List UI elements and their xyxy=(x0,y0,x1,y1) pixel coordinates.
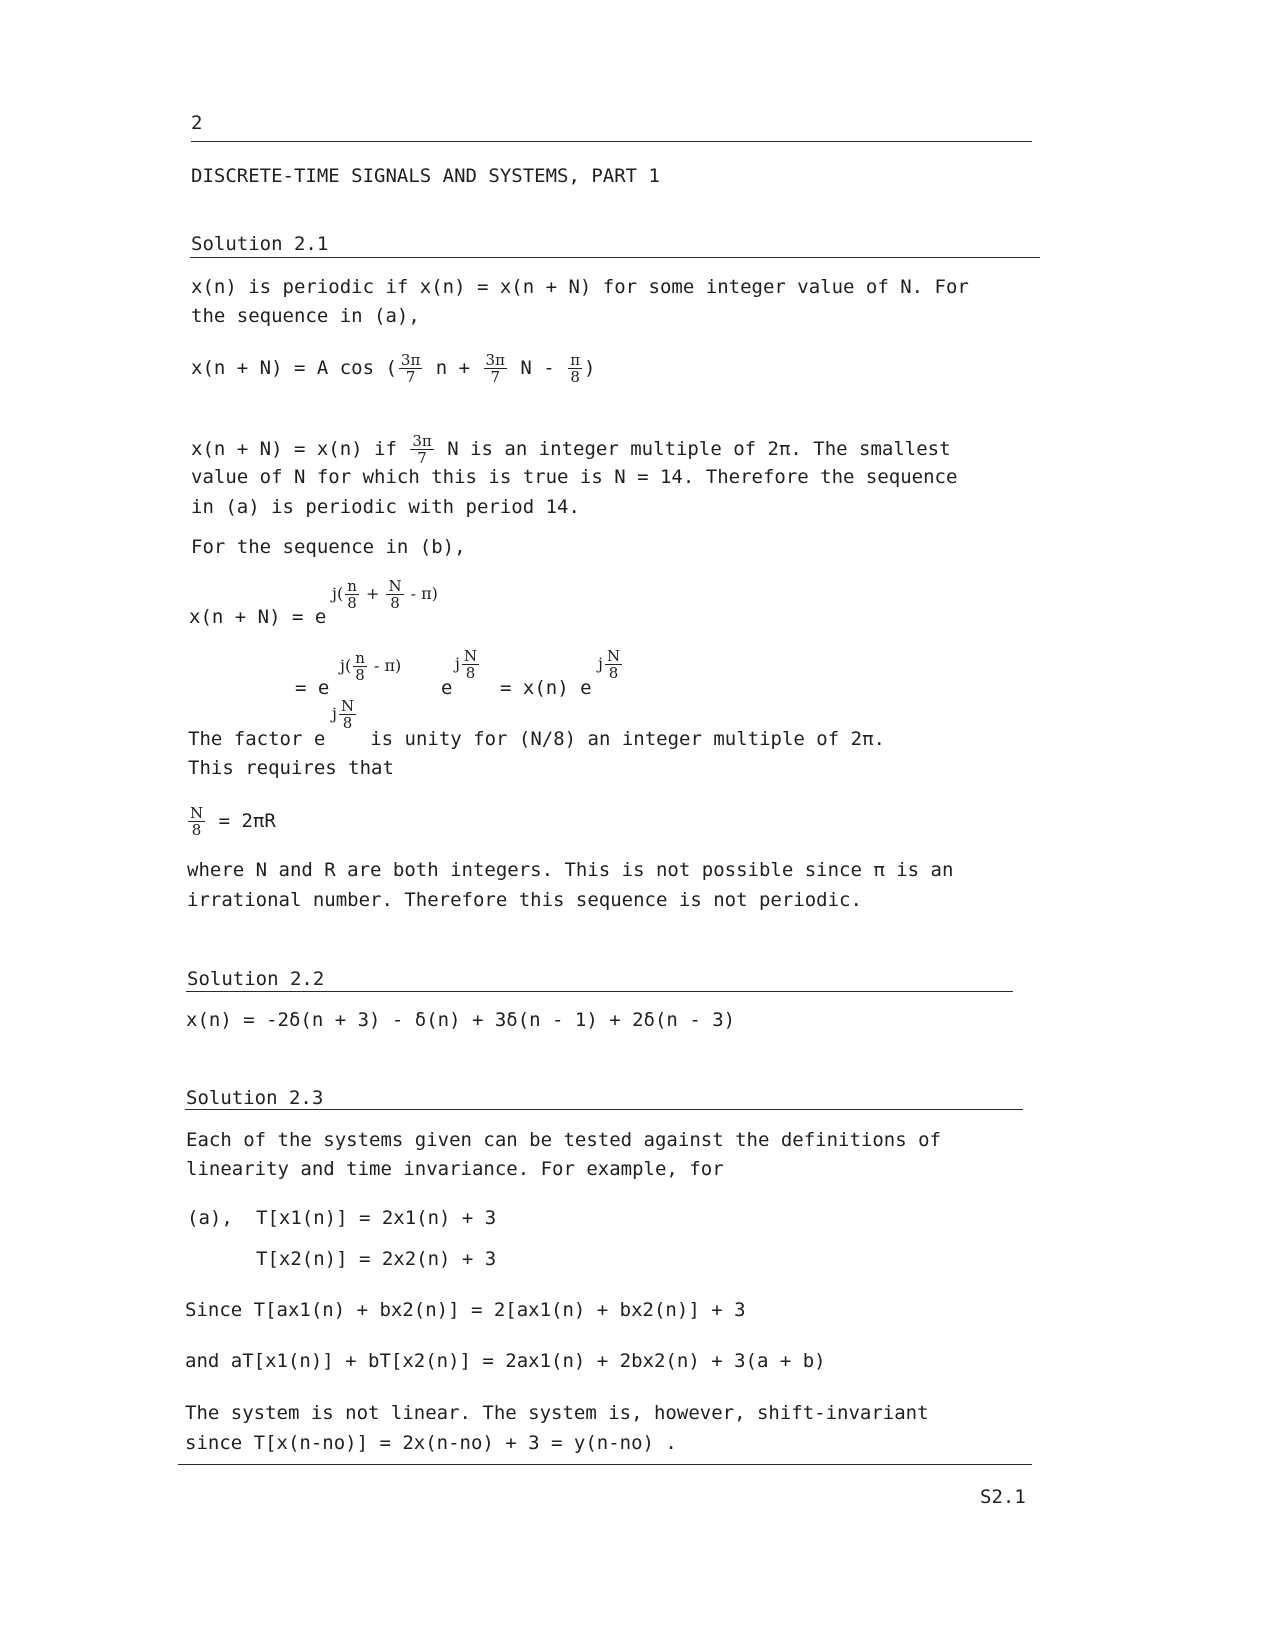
sol21-para4-line2: This requires that xyxy=(188,757,394,779)
equation-xnN-cos: x(n + N) = A cos ( $\frac{3\pi}{7}$ n + $\frac{3\pi}{7}$ N - $\frac{\pi}{8}$ ) xyxy=(191,351,596,386)
sol23-case-a-line2: T[x2(n)] = 2x2(n) + 3 xyxy=(256,1248,497,1270)
solution-2-3-rule xyxy=(185,1109,1023,1110)
solution-2-3-heading: Solution 2.3 xyxy=(186,1087,324,1109)
para4-start: The factor e xyxy=(188,728,326,750)
eq3-mid: = x(n) e xyxy=(500,677,592,699)
sol23-case-a-label: (a), xyxy=(187,1207,233,1229)
eq3-exponent-3: j $\frac{N}{8}$ xyxy=(598,647,621,682)
equation-factored-a: = e xyxy=(295,677,330,699)
footer-rule xyxy=(178,1464,1032,1465)
solution-2-2-heading: Solution 2.2 xyxy=(187,968,325,990)
equation-N-over-8 xyxy=(186,805,276,838)
sol23-case-a-line1: T[x1(n)] = 2x1(n) + 3 xyxy=(256,1207,497,1229)
sol23-para2-line1: The system is not linear. The system is, however, shift-invariant xyxy=(185,1402,929,1424)
sol21-para2-line3: in (a) is periodic with period 14. xyxy=(191,496,580,518)
fraction-pi-over-8: $\frac{\pi}{8}$ xyxy=(570,351,581,386)
sol21-para2-line1 xyxy=(191,433,951,466)
fraction-3pi-over-7: $\frac{3\pi}{7}$ xyxy=(400,351,421,386)
sol23-para2-line2: since T[x(n-no)] = 2x(n-no) + 3 = y(n-no) . xyxy=(185,1432,677,1454)
para2-line1-end: N is an integer multiple of 2π. The smallest xyxy=(447,438,951,460)
sol21-para1-line2: the sequence in (a), xyxy=(191,305,420,327)
eq1-N-term: N - xyxy=(520,357,555,379)
page-number: 2 xyxy=(191,112,203,134)
solution-2-2-equation: x(n) = -2δ(n + 3) - δ(n) + 3δ(n - 1) + 2δ(n - 3) xyxy=(186,1009,736,1031)
sol23-para1-line2: linearity and time invariance. For example, for xyxy=(186,1158,724,1180)
eq4-rhs: = 2πR xyxy=(218,810,276,832)
eq3-exponent-2: j $\frac{N}{8}$ xyxy=(455,647,478,682)
solution-2-2-rule xyxy=(186,991,1013,992)
fraction-3pi-over-7-c: $\frac{3\pi}{7}$ xyxy=(412,432,432,467)
sol21-para2-line2: value of N for which this is true is N = 14. Therefore the sequence xyxy=(191,466,958,488)
fraction-3pi-over-7-b: $\frac{3\pi}{7}$ xyxy=(485,351,505,386)
eq1-lhs: x(n + N) = A cos ( xyxy=(191,357,397,379)
fraction-N-over-8: $\frac{N}{8}$ xyxy=(190,804,204,839)
sol23-and-line: and aT[x1(n)] + bT[x2(n)] = 2ax1(n) + 2bx2(n) + 3(a + b) xyxy=(185,1350,826,1372)
solution-2-1-rule xyxy=(190,257,1040,258)
sol21-para3: For the sequence in (b), xyxy=(191,536,466,558)
header-rule xyxy=(191,141,1032,142)
eq2-exponent: j( $\frac{n}{8}$ + $\frac{N}{8}$ - π) xyxy=(332,577,438,612)
equation-xnN-exp: x(n + N) = e xyxy=(189,606,327,628)
sol23-para1-line1: Each of the systems given can be tested against the definitions of xyxy=(186,1129,941,1151)
running-header: DISCRETE-TIME SIGNALS AND SYSTEMS, PART 1 xyxy=(191,165,660,187)
sol21-para5-line2: irrational number. Therefore this sequence is not periodic. xyxy=(187,889,862,911)
para4-exponent: j $\frac{N}{8}$ xyxy=(332,697,355,732)
eq3-e: e xyxy=(441,677,453,699)
para2-line1-start: x(n + N) = x(n) if xyxy=(191,438,397,460)
eq3-exponent-1: j( $\frac{n}{8}$ - π) xyxy=(340,649,402,684)
sol21-para5-line1: where N and R are both integers. This is not possible since π is an xyxy=(187,859,954,881)
sol21-para4-line1 xyxy=(188,728,885,750)
eq1-n-term: n + xyxy=(435,357,471,379)
solution-2-1-heading: Solution 2.1 xyxy=(191,233,329,255)
footer-page-code: S2.1 xyxy=(980,1486,1026,1508)
sol23-since-line: Since T[ax1(n) + bx2(n)] = 2[ax1(n) + bx2(n)] + 3 xyxy=(185,1299,746,1321)
sol21-para1-line1: x(n) is periodic if x(n) = x(n + N) for some integer value of N. For xyxy=(191,276,969,298)
para4-end: is unity for (N/8) an integer multiple of 2π. xyxy=(370,728,885,750)
